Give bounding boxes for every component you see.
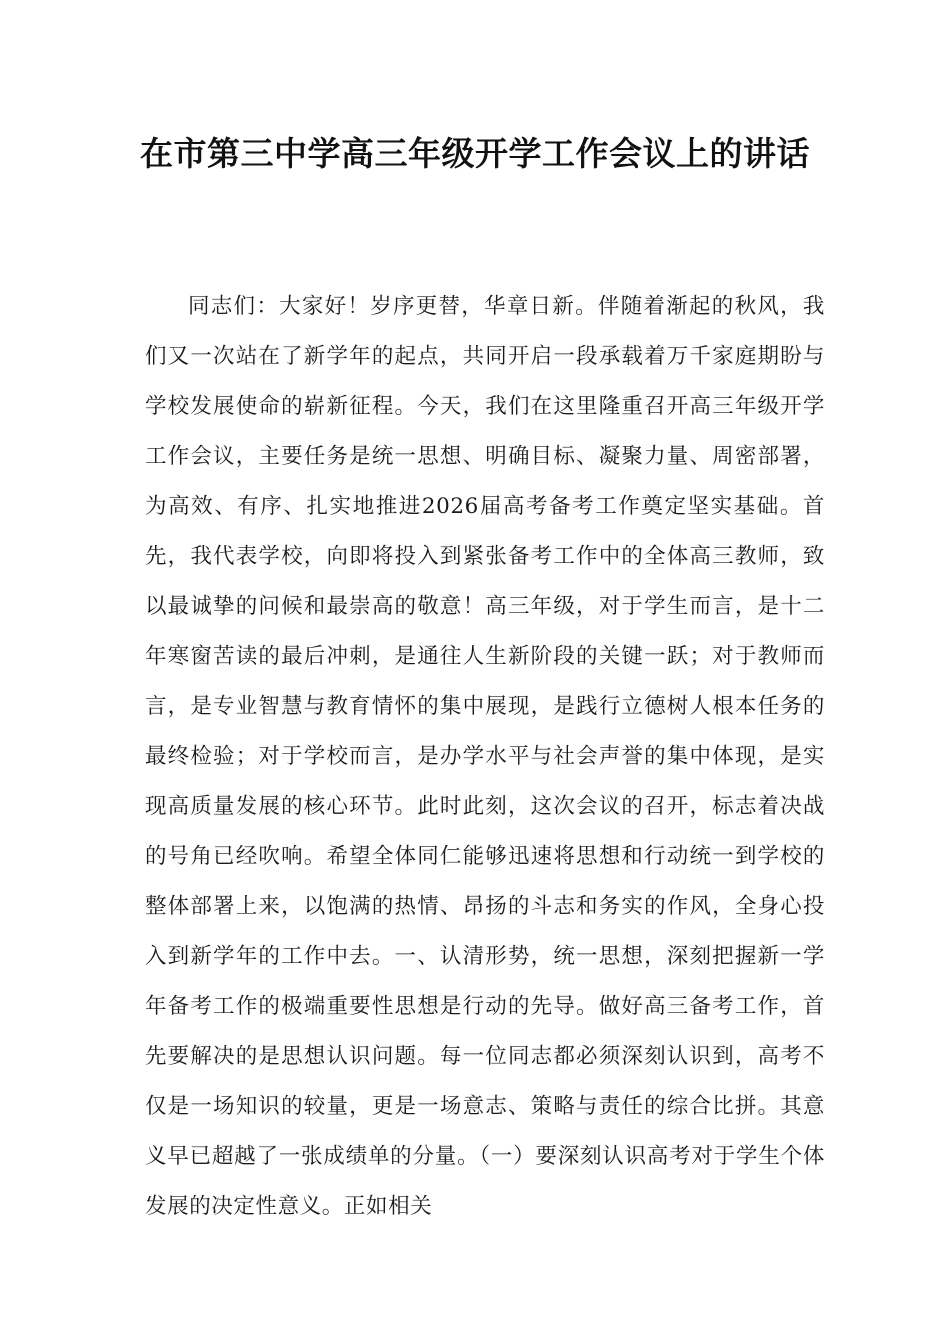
speech-body-paragraph: 同志们：大家好！岁序更替，华章日新。伴随着渐起的秋风，我们又一次站在了新学年的起点，共同开启一段承载着万千家庭期盼与学校发展使命的崭新征程。今天，我们在这里隆重召开高三年级开学工作会议，主要任务是统一思想、明确目标、凝聚力量、周密部署，为高效、有序、扎实地推进2026届高考备考工作奠定坚实基础。首先，我代表学校，向即将投入到紧张备考工作中的全体高三教师，致以最诚挚的问候和最崇高的敬意！高三年级，对于学生而言，是十二年寒窗苦读的最后冲刺，是通往人生新阶段的关键一跃；对于教师而言，是专业智慧与教育情怀的集中展现，是践行立德树人根本任务的最终检验；对于学校而言，是办学水平与社会声誉的集中体现，是实现高质量发展的核心环节。此时此刻，这次会议的召开，标志着决战的号角已经吹响。希望全体同仁能够迅速将思想和行动统一到学校的整体部署上来，以饱满的热情、昂扬的斗志和务实的作风，全身心投入到新学年的工作中去。一、认清形势，统一思想，深刻把握新一学年备考工作的极端重要性思想是行动的先导。做好高三备考工作，首先要解决的是思想认识问题。每一位同志都必须深刻认识到，高考不仅是一场知识的较量，更是一场意志、策略与责任的综合比拼。其意义早已超越了一张成绩单的分量。（一）要深刻认识高考对于学生个体发展的决定性意义。正如相关 — [145, 294, 825, 1219]
document-title: 在市第三中学高三年级开学工作会议上的讲话 — [140, 134, 810, 173]
